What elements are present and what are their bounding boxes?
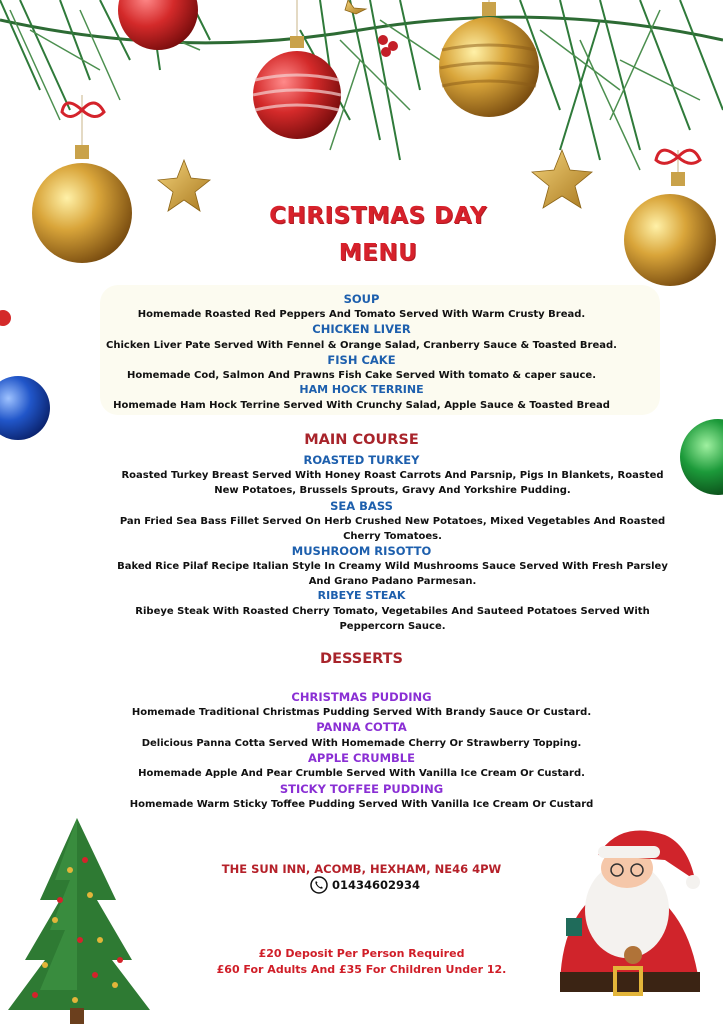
christmas-tree-icon xyxy=(8,818,150,1024)
menu-title: CHRISTMAS DAY xyxy=(269,203,487,229)
main-course-heading: MAIN COURSE xyxy=(304,432,419,448)
main-item-name: SEA BASS xyxy=(330,499,393,513)
dessert-name: APPLE CRUMBLE xyxy=(308,751,415,765)
dessert-desc: Homemade Traditional Christmas Pudding Served With Brandy Sauce Or Custard. xyxy=(131,707,592,718)
dessert-desc: Homemade Warm Sticky Toffee Pudding Served With Vanilla Ice Cream Or Custard xyxy=(129,799,594,810)
phone-icon xyxy=(310,876,328,894)
starter-name: CHICKEN LIVER xyxy=(312,322,411,336)
main-item-desc: Roasted Turkey Breast Served With Honey Roast Carrots And Parsnip, Pigs In Blankets, Roasted New Potatoes, Brussels Sprouts, Gravy And Yorkshire Pudding. xyxy=(121,470,664,496)
dessert-name: CHRISTMAS PUDDING xyxy=(291,690,432,704)
starter-desc: Homemade Roasted Red Peppers And Tomato Served With Warm Crusty Bread. xyxy=(137,309,586,320)
price-note: £60 For Adults And £35 For Children Under 12. xyxy=(216,963,507,976)
dessert-desc: Delicious Panna Cotta Served With Homemade Cherry Or Strawberry Topping. xyxy=(141,738,582,749)
main-item-desc: Baked Rice Pilaf Recipe Italian Style In Creamy Wild Mushrooms Sauce Served With Fresh Parsley And Grano Padano Parmesan. xyxy=(117,561,668,587)
main-item-name: ROASTED TURKEY xyxy=(303,453,420,467)
dessert-name: STICKY TOFFEE PUDDING xyxy=(279,782,444,796)
starter-desc: Homemade Ham Hock Terrine Served With Crunchy Salad, Apple Sauce & Toasted Bread xyxy=(113,400,610,411)
starter-desc: Chicken Liver Pate Served With Fennel & Orange Salad, Cranberry Sauce & Toasted Bread. xyxy=(106,340,617,351)
deposit-note: £20 Deposit Per Person Required xyxy=(258,947,465,960)
main-item-desc: Ribeye Steak With Roasted Cherry Tomato, Vegetabiles And Sauteed Potatoes Served With Peppercorn Sauce. xyxy=(135,606,650,632)
starter-name: HAM HOCK TERRINE xyxy=(299,383,424,396)
dessert-name: PANNA COTTA xyxy=(316,720,407,734)
main-item-name: MUSHROOM RISOTTO xyxy=(291,544,432,558)
fir-branch-icon xyxy=(0,0,723,170)
main-item-name: RIBEYE STEAK xyxy=(317,589,406,602)
desserts-heading: DESSERTS xyxy=(320,651,403,667)
starter-desc: Homemade Cod, Salmon And Prawns Fish Cake Served With tomato & caper sauce. xyxy=(127,370,596,381)
starter-name: FISH CAKE xyxy=(327,353,396,367)
main-item-desc: Pan Fried Sea Bass Fillet Served On Herb Crushed New Potatoes, Mixed Vegetables And Roasted Cherry Tomatoes. xyxy=(119,516,666,542)
dessert-desc: Homemade Apple And Pear Crumble Served With Vanilla Ice Cream Or Custard. xyxy=(138,768,585,779)
phone-number[interactable]: 01434602934 xyxy=(332,878,421,892)
phone-line xyxy=(310,875,420,895)
starter-name: SOUP xyxy=(343,292,380,306)
bow-icon xyxy=(62,103,700,163)
menu-subtitle: MENU xyxy=(338,240,418,266)
venue-address: THE SUN INN, ACOMB, HEXHAM, NE46 4PW xyxy=(221,862,502,876)
